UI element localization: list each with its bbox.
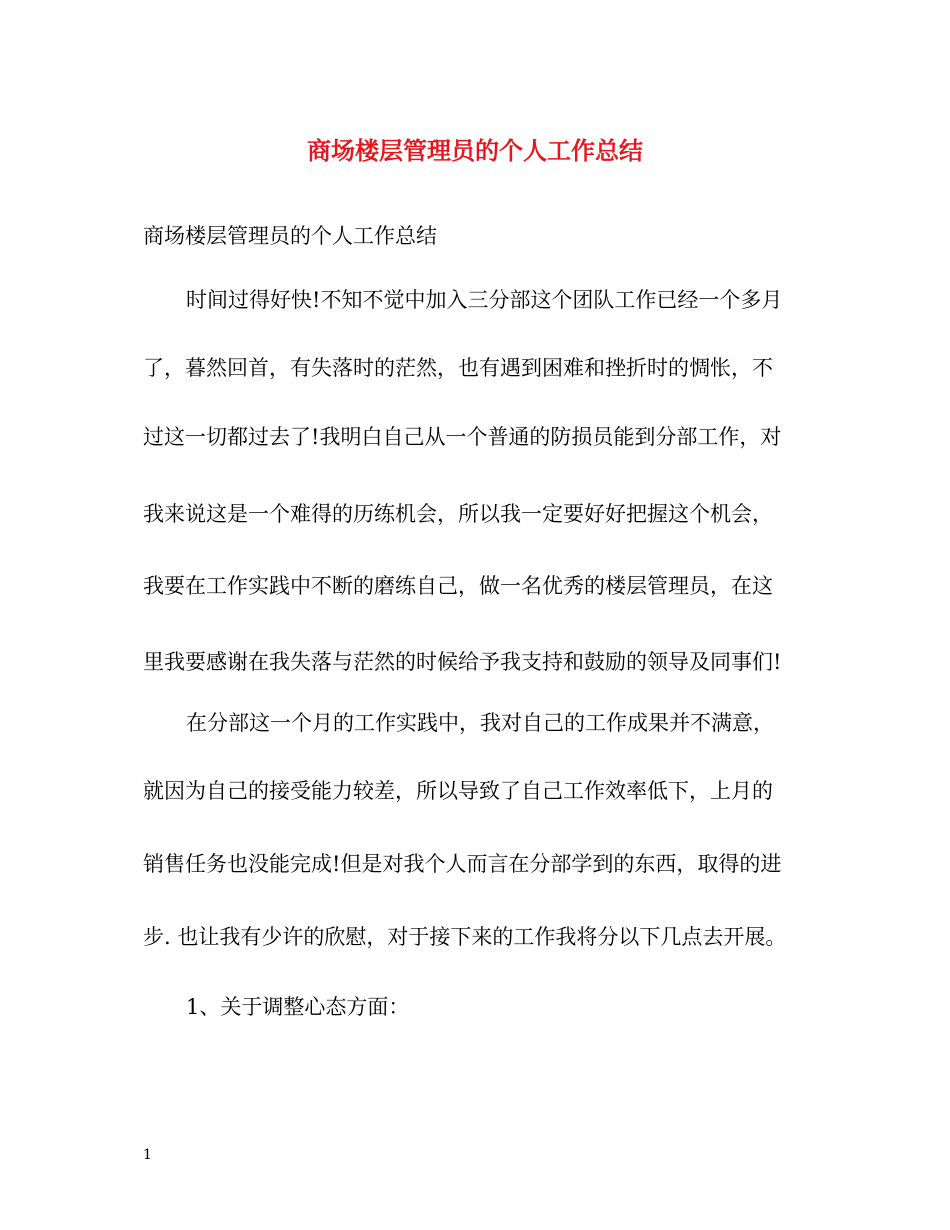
paragraph-2-line-3: 销售任务也没能完成!但是对我个人而言在分部学到的东西，取得的进 (143, 852, 782, 876)
paragraph-1-line-3: 过这一切都过去了!我明白自己从一个普通的防损员能到分部工作，对 (143, 425, 782, 449)
paragraph-1-line-6: 里我要感谢在我失落与茫然的时候给予我支持和鼓励的领导及同事们! (143, 650, 782, 674)
paragraph-1-line-5: 我要在工作实践中不断的磨练自己，做一名优秀的楼层管理员，在这 (143, 574, 773, 598)
paragraph-1-line-1: 时间过得好快!不知不觉中加入三分部这个团队工作已经一个多月 (186, 288, 783, 312)
document-title: 商场楼层管理员的个人工作总结 (307, 136, 643, 165)
page-number: 1 (143, 1147, 152, 1163)
paragraph-2-line-1: 在分部这一个月的工作实践中，我对自己的工作成果并不满意， (186, 711, 774, 735)
paragraph-2-line-4: 步. 也让我有少许的欣慰，对于接下来的工作我将分以下几点去开展。 (143, 925, 787, 949)
document-subtitle: 商场楼层管理员的个人工作总结 (143, 224, 437, 248)
paragraph-1-line-4: 我来说这是一个难得的历练机会，所以我一定要好好把握这个机会， (143, 502, 773, 526)
paragraph-1-line-2: 了，暮然回首，有失落时的茫然，也有遇到困难和挫折时的惆怅，不 (143, 356, 773, 380)
paragraph-2-line-2: 就因为自己的接受能力较差，所以导致了自己工作效率低下，上月的 (143, 779, 773, 803)
list-item-1: 1、关于调整心态方面： (186, 995, 410, 1019)
